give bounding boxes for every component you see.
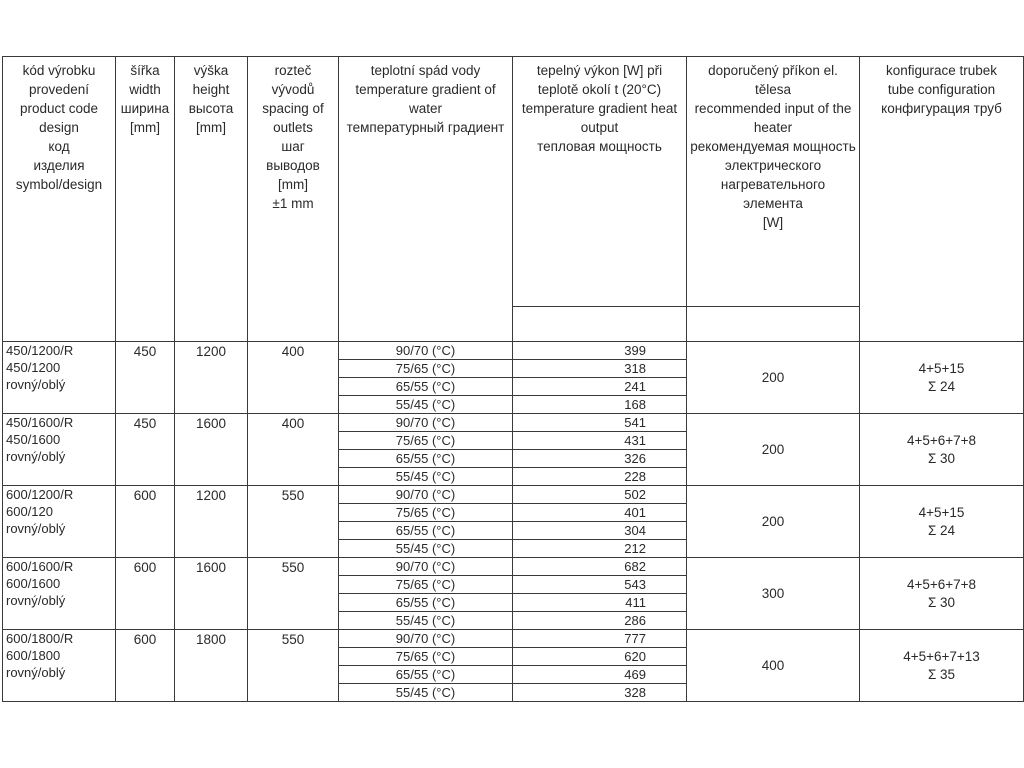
gradient-cell: 75/65 (°C) [339,360,513,378]
width-cell: 450 [116,414,175,486]
product-code-line: rovný/oblý [6,377,66,392]
header-line: tube configuration [887,82,996,97]
table-row [3,414,1024,432]
gradient-cell: 75/65 (°C) [339,576,513,594]
gradient-cell: 55/45 (°C) [339,684,513,702]
heater-cell: 400 [687,630,860,702]
gradient-cell: 65/55 (°C) [339,522,513,540]
gradient-cell: 55/45 (°C) [339,468,513,486]
tube-config-line: Σ 30 [927,594,956,610]
gradient-cell: 55/45 (°C) [339,540,513,558]
tube-config-line: Σ 24 [927,378,956,394]
spacing-cell: 400 [248,342,339,414]
product-code-line: 450/1200/R [6,343,74,358]
header-output [513,57,687,307]
gradient-cell: 55/45 (°C) [339,612,513,630]
output-cell: 543 [513,576,687,594]
gradient-cell: 65/55 (°C) [339,594,513,612]
product-code-line: rovný/oblý [6,521,66,536]
width-cell: 600 [116,486,175,558]
output-cell: 241 [513,378,687,396]
product-code-line: 600/1200/R [6,487,74,502]
table-row [3,486,1024,504]
gradient-cell: 55/45 (°C) [339,396,513,414]
product-code-cell [3,558,116,630]
header-line: symbol/design [15,177,103,192]
gradient-cell: 90/70 (°C) [339,630,513,648]
product-code-line: 450/1200 [6,360,61,375]
header-heater [687,57,860,307]
product-code-cell [3,486,116,558]
header-line: нагревательного [720,177,826,192]
output-cell: 286 [513,612,687,630]
header-line: температурный градиент [346,120,505,135]
output-cell: 620 [513,648,687,666]
spacing-cell: 550 [248,558,339,630]
header-row [3,57,1024,307]
tube-config-line: Σ 30 [927,450,956,466]
header-line: tělesa [754,82,792,97]
spacing-cell: 550 [248,630,339,702]
header-line: provedení [28,82,90,97]
header-line: рекомендуемая мощность [690,139,856,154]
product-code-line: 450/1600 [6,432,61,447]
product-code-line: 600/1600/R [6,559,74,574]
product-code-line: 450/1600/R [6,415,74,430]
header-heater-sub [687,307,860,342]
product-code-line: 600/1800 [6,648,61,663]
header-tubes [860,57,1024,342]
gradient-cell: 90/70 (°C) [339,486,513,504]
width-cell: 450 [116,342,175,414]
output-cell: 682 [513,558,687,576]
header-line: temperature gradient heat [521,101,678,116]
product-code-cell [3,630,116,702]
header-line: heater [753,120,793,135]
output-cell: 328 [513,684,687,702]
header-line: высота [188,101,234,116]
tube-config-line: 4+5+6+7+13 [903,648,980,664]
output-cell: 777 [513,630,687,648]
product-code-line: 600/120 [6,504,53,519]
height-cell: 1200 [175,342,248,414]
height-cell: 1600 [175,558,248,630]
header-line: ±1 mm [272,196,314,211]
product-code-line: rovný/oblý [6,593,66,608]
header-line: шаг [281,139,305,154]
gradient-cell: 65/55 (°C) [339,666,513,684]
output-cell: 168 [513,396,687,414]
tube-config-cell [860,342,1024,414]
product-code-line: rovný/oblý [6,449,66,464]
tube-config-line: 4+5+6+7+8 [906,432,977,448]
tube-config-line: Σ 24 [927,522,956,538]
width-cell: 600 [116,558,175,630]
header-line: ширина [120,101,170,116]
header-line: doporučený příkon el. [708,63,838,78]
header-line: [mm] [278,177,308,192]
header-line: выводов [266,158,320,173]
output-cell: 326 [513,450,687,468]
tube-config-line: 4+5+15 [918,504,965,520]
header-line: design [39,120,79,135]
output-cell: 411 [513,594,687,612]
tube-config-cell [860,630,1024,702]
header-code [3,57,116,342]
heater-cell: 300 [687,558,860,630]
output-cell: 399 [513,342,687,360]
output-cell: 304 [513,522,687,540]
table-body [3,342,1024,702]
header-line: электрического [724,158,822,173]
tube-config-line: Σ 35 [927,666,956,682]
header-line: teplotě okolí t (20°C) [537,82,662,97]
header-line: rozteč [274,63,312,78]
header-line: temperature gradient of [355,82,496,97]
tube-config-cell [860,558,1024,630]
header-line: výška [193,63,229,78]
header-output-sub [513,307,687,342]
product-code-line: rovný/oblý [6,665,66,680]
tube-config-cell [860,486,1024,558]
width-cell: 600 [116,630,175,702]
gradient-cell: 75/65 (°C) [339,648,513,666]
header-height [175,57,248,342]
header-line: spacing of [262,101,324,116]
header-line: [W] [762,215,784,230]
header-line: product code [19,101,99,116]
header-line: [mm] [196,120,226,135]
heater-cell: 200 [687,414,860,486]
spacing-cell: 550 [248,486,339,558]
product-code-cell [3,342,116,414]
height-cell: 1800 [175,630,248,702]
spacing-cell: 400 [248,414,339,486]
header-line: vývodů [271,82,315,97]
header-line: recommended input of the [694,101,852,116]
header-line: код [48,139,70,154]
output-cell: 212 [513,540,687,558]
gradient-cell: 65/55 (°C) [339,378,513,396]
output-cell: 318 [513,360,687,378]
header-line: kód výrobku [22,63,96,78]
table-row [3,342,1024,360]
height-cell: 1200 [175,486,248,558]
table-row [3,630,1024,648]
output-cell: 228 [513,468,687,486]
tube-config-cell [860,414,1024,486]
header-line: water [408,101,442,116]
product-code-line: 600/1800/R [6,631,74,646]
gradient-cell: 90/70 (°C) [339,342,513,360]
tube-config-line: 4+5+6+7+8 [906,576,977,592]
header-line: [mm] [130,120,160,135]
output-cell: 502 [513,486,687,504]
product-code-line: 600/1600 [6,576,61,591]
spec-table [2,56,1024,702]
header-line: output [580,120,619,135]
gradient-cell: 90/70 (°C) [339,558,513,576]
header-line: outlets [273,120,313,135]
header-line: изделия [33,158,85,173]
output-cell: 469 [513,666,687,684]
product-code-cell [3,414,116,486]
gradient-cell: 75/65 (°C) [339,504,513,522]
spec-sheet [2,56,1023,712]
header-line: тепловая мощность [537,139,662,154]
header-line: konfigurace trubek [885,63,998,78]
header-line: šířka [130,63,160,78]
gradient-cell: 65/55 (°C) [339,450,513,468]
output-cell: 541 [513,414,687,432]
header-spacing [248,57,339,342]
output-cell: 431 [513,432,687,450]
header-line: tepelný výkon [W] při [536,63,663,78]
output-cell: 401 [513,504,687,522]
header-line: height [192,82,230,97]
header-gradient [339,57,513,342]
heater-cell: 200 [687,486,860,558]
table-row [3,558,1024,576]
height-cell: 1600 [175,414,248,486]
header-width [116,57,175,342]
header-line: элемента [743,196,803,211]
heater-cell: 200 [687,342,860,414]
gradient-cell: 90/70 (°C) [339,414,513,432]
tube-config-line: 4+5+15 [918,360,965,376]
gradient-cell: 75/65 (°C) [339,432,513,450]
header-line: конфигурация труб [881,101,1002,116]
header-line: width [129,82,161,97]
header-line: teplotní spád vody [370,63,481,78]
